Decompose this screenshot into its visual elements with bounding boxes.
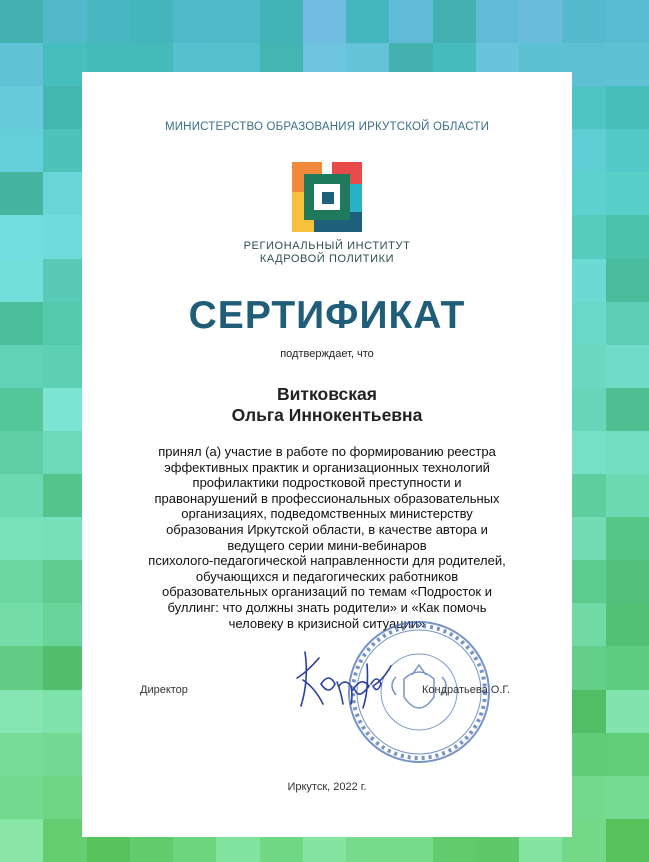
mosaic-tile	[0, 259, 43, 302]
mosaic-tile	[0, 215, 43, 258]
mosaic-tile	[606, 0, 649, 43]
mosaic-tile	[43, 819, 86, 862]
certificate	[82, 72, 572, 837]
mosaic-tile	[303, 0, 346, 43]
mosaic-tile	[346, 0, 389, 43]
mosaic-tile	[0, 517, 43, 560]
certificate-body	[112, 444, 542, 631]
mosaic-tile	[562, 0, 605, 43]
institute-name: РЕГИОНАЛЬНЫЙ ИНСТИТУТ КАДРОВОЙ ПОЛИТИКИ	[243, 240, 411, 265]
mosaic-tile	[606, 646, 649, 689]
mosaic-tile	[0, 302, 43, 345]
mosaic-tile	[130, 0, 173, 43]
mosaic-tile	[173, 0, 216, 43]
mosaic-tile	[0, 603, 43, 646]
mosaic-tile	[606, 345, 649, 388]
body-line: буллинг: что должны знать родители» и «Как помочь	[167, 599, 487, 615]
mosaic-tile	[43, 0, 86, 43]
mosaic-tile	[606, 388, 649, 431]
mosaic-tile	[43, 603, 86, 646]
institute-logo-icon	[292, 162, 362, 232]
mosaic-tile	[606, 733, 649, 776]
body-line: профилактики подростковой преступности и	[192, 475, 462, 491]
mosaic-tile	[389, 0, 432, 43]
body-line: ведущего серии мини-вебинаров	[227, 537, 427, 553]
mosaic-tile	[0, 86, 43, 129]
mosaic-tile	[43, 646, 86, 689]
mosaic-tile	[260, 0, 303, 43]
mosaic-tile	[0, 733, 43, 776]
mosaic-tile	[606, 474, 649, 517]
mosaic-tile	[0, 129, 43, 172]
recipient-name: Витковская Ольга Иннокентьевна	[231, 384, 423, 425]
body-line: организациях, подведомственных министерству	[181, 506, 473, 522]
body-line: образовательных организаций по темам «Подросток и	[162, 584, 492, 600]
mosaic-tile	[606, 517, 649, 560]
mosaic-tile	[0, 776, 43, 819]
mosaic-tile	[606, 215, 649, 258]
mosaic-tile	[0, 560, 43, 603]
body-line: эффективных практик и организационных технологий	[164, 459, 490, 475]
mosaic-tile	[43, 302, 86, 345]
mosaic-tile	[606, 259, 649, 302]
mosaic-tile	[43, 345, 86, 388]
body-line: человеку в кризисной ситуации»	[228, 615, 426, 631]
body-line: образования Иркутской области, в качестве автора и	[166, 521, 488, 537]
mosaic-tile	[606, 690, 649, 733]
place-date: Иркутск, 2022 г.	[287, 781, 367, 793]
mosaic-tile	[606, 43, 649, 86]
mosaic-tile	[43, 776, 86, 819]
mosaic-tile	[43, 86, 86, 129]
mosaic-tile	[433, 0, 476, 43]
mosaic-tile	[606, 172, 649, 215]
mosaic-tile	[43, 172, 86, 215]
mosaic-tile	[43, 690, 86, 733]
mosaic-tile	[43, 474, 86, 517]
ministry-header: МИНИСТЕРСТВО ОБРАЗОВАНИЯ ИРКУТСКОЙ ОБЛАСТИ	[164, 121, 490, 133]
mosaic-tile	[606, 302, 649, 345]
mosaic-tile	[0, 388, 43, 431]
mosaic-tile	[606, 776, 649, 819]
body-line: правонарушений в профессиональных образовательных	[154, 490, 500, 506]
mosaic-tile	[43, 517, 86, 560]
mosaic-tile	[606, 560, 649, 603]
mosaic-tile	[0, 345, 43, 388]
mosaic-tile	[606, 819, 649, 862]
mosaic-tile	[0, 431, 43, 474]
mosaic-tile	[87, 0, 130, 43]
mosaic-tile	[476, 0, 519, 43]
signature-text: Конд	[287, 644, 290, 645]
certificate-title: СЕРТИФИКАТ	[188, 294, 466, 337]
mosaic-tile	[216, 0, 259, 43]
mosaic-tile	[606, 603, 649, 646]
mosaic-tile	[606, 129, 649, 172]
mosaic-tile	[43, 215, 86, 258]
mosaic-tile	[43, 259, 86, 302]
body-line: обучающихся и педагогических работников	[195, 568, 459, 584]
mosaic-tile	[0, 819, 43, 862]
signer-name: Кондратьева О.Г.	[422, 684, 511, 696]
mosaic-tile	[43, 431, 86, 474]
handwritten-signature	[287, 644, 397, 714]
mosaic-tile	[43, 43, 86, 86]
mosaic-tile	[0, 474, 43, 517]
mosaic-tile	[43, 560, 86, 603]
confirms-text: подтверждает, что	[280, 348, 374, 360]
mosaic-tile	[43, 388, 86, 431]
mosaic-tile	[43, 129, 86, 172]
mosaic-tile	[0, 43, 43, 86]
mosaic-tile	[519, 0, 562, 43]
body-line: психолого-педагогической направленности для родителей,	[148, 553, 506, 569]
mosaic-tile	[0, 0, 43, 43]
mosaic-tile	[606, 431, 649, 474]
director-label: Директор	[140, 684, 188, 696]
mosaic-tile	[606, 86, 649, 129]
mosaic-tile	[0, 690, 43, 733]
mosaic-tile	[43, 733, 86, 776]
mosaic-tile	[0, 646, 43, 689]
body-line: принял (а) участие в работе по формированию реестра	[158, 444, 496, 459]
mosaic-tile	[0, 172, 43, 215]
